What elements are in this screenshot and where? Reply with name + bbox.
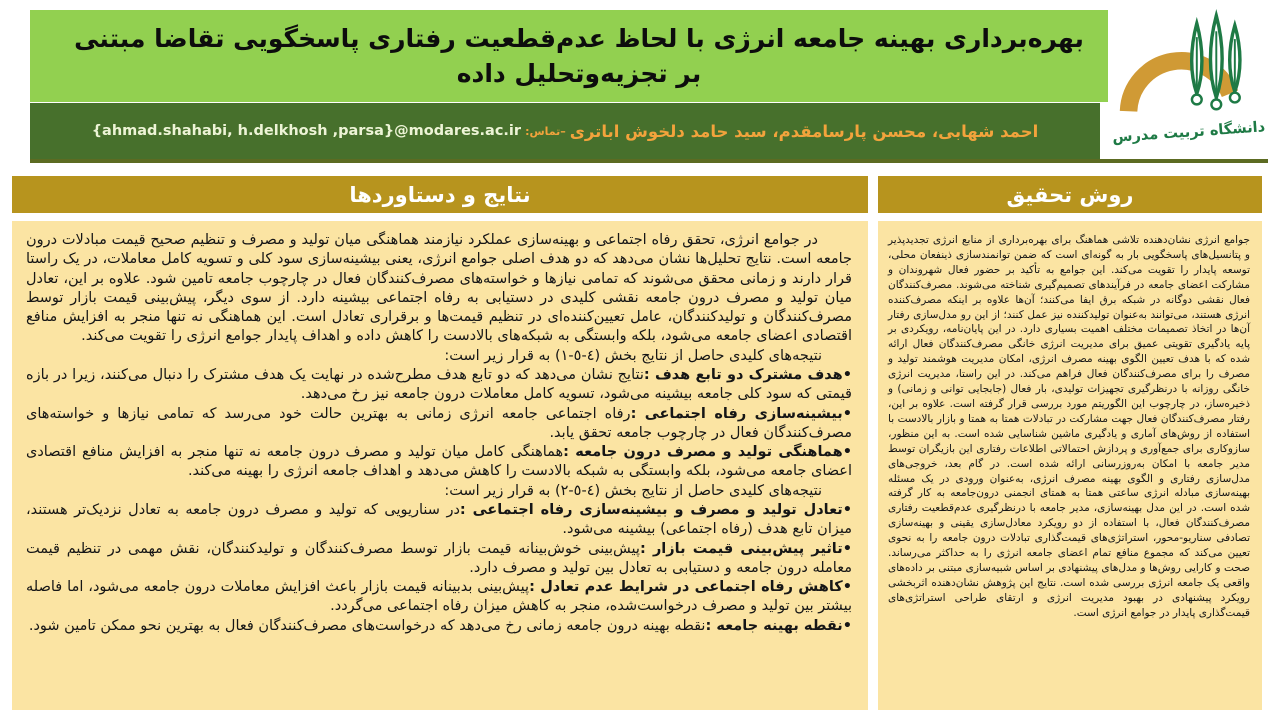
keyline2-post: به قرار زیر است:: [444, 482, 555, 499]
university-logo: [1108, 4, 1270, 157]
bullet-text: نقطه بهینه درون جامعه زمانی رخ می‌دهد که درخواست‌های مصرف‌کنندگان فعال به بهترین نحو ممکن تامین شود.: [28, 617, 706, 634]
key-results-line-1: [26, 347, 852, 366]
bullet-lead: کاهش رفاه اجتماعی در شرایط عدم تعادل :: [529, 579, 843, 596]
bullet-lead: تاثیر پیش‌بینی قیمت بازار :: [639, 540, 843, 557]
result-bullet: [26, 501, 852, 540]
results-panel-body: [12, 221, 868, 710]
authors-bar: [30, 103, 1100, 159]
section-number-1: (٤-٥-١): [554, 347, 601, 364]
author-names: احمد شهابی، محسن پارسامقدم، سید حامد دلخوش اباتری: [569, 121, 1039, 141]
section-number-2: (٤-٥-٢): [554, 482, 601, 499]
bullet-lead: نقطه بهینه جامعه :: [705, 617, 843, 634]
logo-caption-text: دانشگاه تربیت مدرس: [1111, 117, 1266, 146]
bullet-lead: هماهنگی تولید و مصرف درون جامعه :: [563, 444, 843, 461]
method-paragraph: جوامع انرژی نشان‌دهنده تلاشی هماهنگ برای بهره‌برداری از منابع انرژی تجدیدپذیر و پتانسیل‌های پاسخگویی بار به گونه‌ای است که ضمن توانمندسازی ذینفعان محلی، توسعه پایدار را تقویت می‌کند. این جوامع به تأکید بر حضور فعال شهروندان و مشارکت اعضای جامعه در فرآیندهای تصمیم‌گیری شناخته می‌شوند. مصرف‌کنندگان فعال نقشی دوگانه در شبکه برق ایفا می‌کنند؛ آن‌ها علاوه بر اینکه مصرف‌کننده انرژی هستند، می‌توانند به‌عنوان تولیدکننده نیز عمل کنند؛ از این رو مدل‌سازی رفتار آن‌ها در اتخاذ تصمیمات مختلف اهمیت بسیاری دارد. در این پایان‌نامه، رویکردی بر پایه یادگیری تقویتی عمیق برای مدیریت انرژی خانگی مصرف‌کنندگان فعال ارائه شده که با هدف تعیین الگوی بهینه مصرف انرژی، امکان مدیریت هوشمند تولید و مصرف را برای مصرف‌کنندگان فعال فراهم می‌کند. در این راستا، مدیریت انرژی خانگی روزانه با درنظرگیری تجهیزات تولیدی، بار فعال (جابجایی توانی و زمانی) و ذخیره‌ساز، در چارچوب این الگوریتم مورد بررسی قرار گرفته است. علاوه بر این، رفتار مصرف‌کنندگان فعال جهت مشارکت در تبادلات همتا به همتا و بازار بالادست با استفاده از روش‌های آماری و یادگیری ماشین شناسایی شده است. به این منظور، سازوکاری برای جمع‌آوری و پردازش احتمالاتی اطلاعات رفتاری این بازیگران توسط مدیر جامعه با امکان به‌روزرسانی ارائه شده است. در گام بعد، خروجی‌های مدل‌سازی رفتاری و الگوی بهینه مصرف انرژی، به‌عنوان ورودی در یک مسئله بهینه‌سازی مبادله انرژی ساعتی همتا به همتای انجمنی درون‌جامعه به کار گرفته شده است. در این مدل بهینه‌سازی، مدیر جامعه با درنظرگیری عدم‌قطعیت رفتاری مصرف‌کنندگان فعال، با استفاده از دو رویکرد معادل‌سازی یقینی و بهینه‌سازی تصادفی سناریو-محور، استراتژی‌های قیمت‌گذاری تبادلات درون جامعه را به نحوی تعیین می‌کند که مجموع منافع تمام اعضای جامعه انرژی را به حداکثر می‌رساند. صحت و کارایی روش‌ها و مدل‌های پیشنهادی بر اساس شبیه‌سازی مبتنی بر داده‌های واقعی یک جامعه انرژی بررسی شده است. نتایج این پژوهش نشان‌دهنده اثربخشی رویکرد پیشنهادی در بهبود مدیریت انرژی و ارتقای طراحی استراتژی‌های قیمت‌گذاری پایدار در جوامع انرژی است.: [888, 234, 1250, 619]
method-panel-header: [878, 176, 1262, 213]
title-banner: [30, 10, 1128, 102]
method-panel-body: [878, 221, 1262, 710]
key-results-line-2: [26, 482, 852, 501]
bullet-text: پیش‌بینی بدبینانه قیمت بازار باعث افزایش معاملات درون جامعه می‌شود، اما فاصله بیشتر بین تولید و مصرف درخواست‌شده، منجر به کاهش میزان رفاه اجتماعی می‌گردد.: [26, 579, 852, 615]
result-bullet: [26, 578, 852, 617]
bullet-text: در سناریویی که تولید و مصرف درون جامعه به تعادل نزدیک‌تر هستند، میزان تابع هدف (رفاه اجتماعی) بیشینه می‌شود.: [26, 501, 852, 538]
contact-email: {ahmad.shahabi, h.delkhosh ,parsa}@modares.ac.ir: [91, 123, 522, 139]
results-panel-header: [12, 176, 868, 213]
keyline1-post: به قرار زیر است:: [444, 347, 555, 364]
result-bullet: [26, 405, 852, 444]
page-title: بهره‌برداری بهینه جامعه انرژی با لحاظ عدم‌قطعیت رفتاری پاسخگویی تقاضا مبتنی بر تجزیه‌وتحلیل داده: [74, 23, 1084, 88]
bullet-lead: هدف مشترک دو تابع هدف :: [643, 366, 843, 383]
bullet-text: رفاه اجتماعی جامعه انرژی زمانی به بهترین حالت خود می‌رسد که تمامی نیازها و خواسته‌های مصرف‌کنندگان فعال در چارچوب جامعه تحقق یابد.: [26, 405, 852, 441]
bullet-text: نتایج نشان می‌دهد که دو تابع هدف مطرح‌شده در نهایت یک هدف مشترک را دنبال می‌کنند، زیرا در بازه قیمتی که سود کلی جامعه بیشینه می‌شود، تسویه کامل معاملات درون جامعه نیز رخ می‌دهد.: [26, 366, 852, 403]
method-panel-title: روش تحقیق: [1006, 182, 1134, 207]
results-panel-title: نتایج و دستاوردها: [349, 182, 531, 207]
result-bullet: [26, 540, 852, 579]
bullet-lead: بیشینه‌سازی رفاه اجتماعی :: [630, 405, 843, 422]
keyline2-pre: نتیجه‌های کلیدی حاصل از نتایج بخش: [600, 482, 822, 499]
result-bullet: [26, 366, 852, 405]
results-intro-paragraph: در جوامع انرژی، تحقق رفاه اجتماعی و بهینه‌سازی عملکرد نیازمند هماهنگی میان تولید و مصرف و تنظیم صحیح قیمت مبادلات درون جامعه است. نتایج تحلیل‌ها نشان می‌دهد که دو هدف اصلی جوامع انرژی، یعنی بیشینه‌سازی سود کلی و تسویه کامل معاملات، در یک راستا قرار دارند و زمانی محقق می‌شوند که تمامی نیازها و خواسته‌های مصرف‌کنندگان فعال در چارچوب جامعه تامین شود. علاوه بر این، تعادل میان تولید و مصرف درون جامعه نقشی کلیدی در دستیابی به رفاه اجتماعی بیشینه دارد. از سوی دیگر، پیش‌بینی قیمت بازار توسط مصرف‌کنندگان و تولیدکنندگان، عامل تعیین‌کننده‌ای در تنظیم قیمت‌ها و برقراری تعادل است. این هماهنگی نه تنها منجر به افزایش منافع اقتصادی اعضای جامعه می‌شود، بلکه وابستگی به شبکه‌های بالادست را کاهش داده و اهداف پایدار جوامع انرژی را تقویت می‌کند.: [26, 232, 852, 345]
keyline1-pre: نتیجه‌های کلیدی حاصل از نتایج بخش: [600, 347, 822, 364]
bullet-text: هماهنگی کامل میان تولید و مصرف درون جامعه نه تنها منجر به افزایش منافع اقتصادی اعضای جامعه می‌شود، بلکه وابستگی به شبکه بالادست را کاهش می‌دهد و اهداف جامعه انرژی را بهینه می‌کند.: [26, 444, 852, 480]
result-bullet: [26, 617, 852, 636]
result-bullet: [26, 443, 852, 482]
bullet-lead: تعادل تولید و مصرف و بیشینه‌سازی رفاه اجتماعی :: [459, 501, 843, 518]
tarbiat-modares-logo-icon: [1111, 7, 1267, 155]
header-divider-line: [30, 159, 1268, 163]
contact-label: –تماس:: [525, 124, 566, 138]
bullet-text: پیش‌بینی خوش‌بینانه قیمت بازار توسط مصرف‌کنندگان و تولیدکنندگان، نقش مهمی در تنظیم قیمت معامله درون جامعه و دستیابی به تعادل بین تولید و مصرف دارد.: [26, 540, 852, 576]
